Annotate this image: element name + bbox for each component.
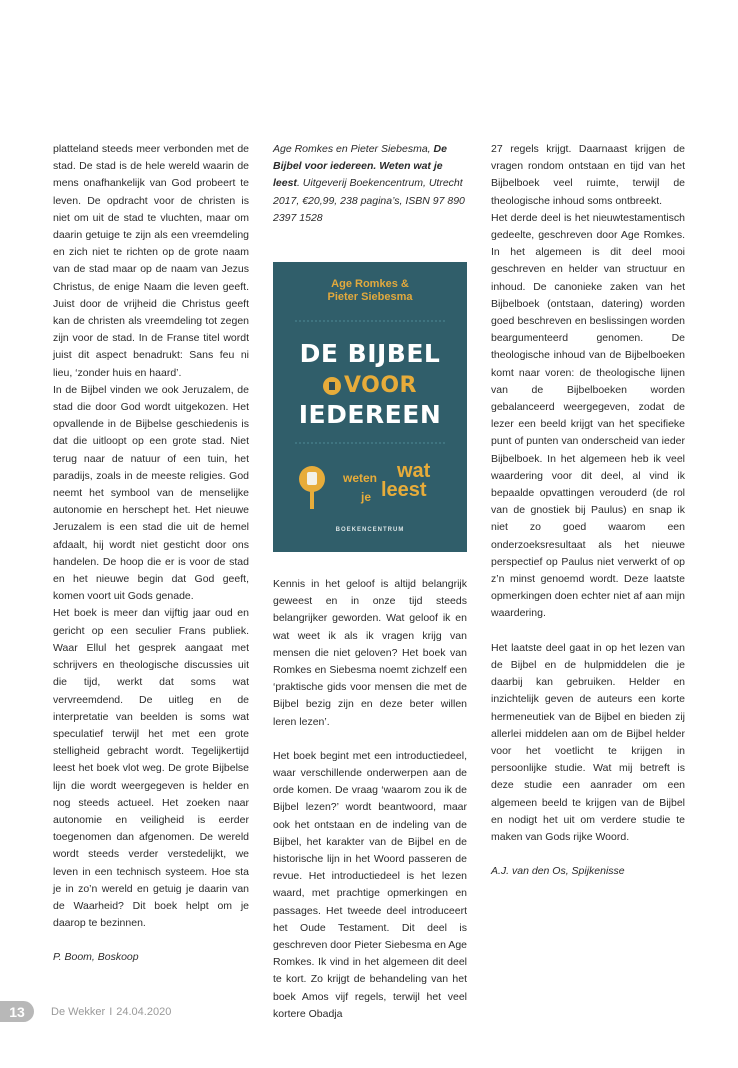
- paragraph: In de Bijbel vinden we ook Jeruzalem, de stad die door God wordt uitgekozen. Het opvallende in de Bijbelse geschiedenis is dat die uitloopt op een grote stad. Niet terug naar de natuur of een tuin, het paradijs, zoals in de meeste religies. God neemt het symbool van de menselijke autonomie en herschept het. Het nieuwe Jeruzalem is een stad die uit de hemel afdaalt, hij wordt niet gesticht door ons handelen. De hoop die er is voor de stad en het nieuwe begin dat God geeft, komen voort uit Gods genade.: [53, 383, 249, 603]
- footer-publication: De Wekker I 24.04.2020: [51, 1005, 172, 1018]
- cover-divider: [295, 320, 445, 322]
- cover-subtitle: je: [361, 490, 372, 505]
- paragraph: platteland steeds meer verbonden met de stad. De stad is de hele wereld waarin de mens onafhankelijk van God probeert te leven. De opdracht voor de christen is niet om uit de stad te vluchten, maar om daarin getuige te zijn als een vreemdeling en zich niet te richten op de grote naam van de stad maar op de naam van Jezus Christus, de enige Naam die leven geeft. Juist door de vrijheid die Christus geeft kan de christen als vreemdeling tot zegen zijn voor de stad. In de Franse titel wordt juist dit aspect benadrukt: Sans feu ni lieu, ‘zonder huis en haard’.: [53, 143, 249, 379]
- cover-publisher: BOEKENCENTRUM: [335, 526, 405, 533]
- cover-authors: Age Romkes & Pieter Siebesma: [327, 278, 413, 304]
- lantern-icon: [299, 466, 325, 492]
- column-right: [491, 141, 685, 880]
- book-cover-image: [273, 262, 467, 552]
- cover-title-line: DE BIJBEL: [299, 339, 441, 369]
- paragraph: Het derde deel is het nieuwtestamentisch gedeelte, geschreven door Age Romkes. In het algemeen is dit deel mooi geschreven en helder van structuur en inhoud. De canonieke zaken van het Bijbelboek (ontstaan, datering) worden goed beschreven en beslissingen worden beargumenteerd genomen. De theologische inhoud van de Bijbelboeken komt naar voren: de theologische lijnen van de Bijbelboeken worden gebalanceerd weergegeven, zodat de lezer een beeld krijgt van het specifieke punt of punten van onderscheid van ieder Bijbelboek. In het algemeen heb ik veel waardering voor dit deel, al vind ik bepaalde opvattingen verouderd (de rol van de gnostiek bij Paulus) en snap ik niet zo goed waarom een onderzoeksresultaat als het nieuwe perspectief op Paulus niet verwerkt of op z’n minst genoemd wordt. Deze laatste opmerkingen doen echter niet af aan mijn waardering.: [491, 211, 685, 620]
- cover-subtitle: wat: [397, 460, 431, 483]
- column-left: [53, 141, 249, 967]
- paragraph: Kennis in het geloof is altijd belangrijk geweest en in onze tijd steeds belangrijker geworden. Wat geloof ik en wat weet ik als ik vragen krijg van mensen die niet geloven? Het boek van Romkes en Siebesma noemt zichzelf een ‘praktische gids voor mensen die met de Bijbel bezig zijn en deze beter willen leren lezen’.: [273, 578, 467, 728]
- book-icon: [323, 377, 341, 395]
- cover-subtitle: weten: [343, 471, 378, 486]
- review-author: A.J. van den Os, Spijkenisse: [491, 865, 625, 878]
- cover-title-voor: VOOR: [273, 374, 467, 398]
- book-reference-authors: Age Romkes en Pieter Siebesma,: [273, 143, 434, 155]
- review-author: P. Boom, Boskoop: [53, 951, 139, 964]
- paragraph: Het boek is meer dan vijftig jaar oud en gericht op een seculier Frans publiek. Waar Ellul het gesprek aangaat met schrijvers en theologische discussies uit die tijd, werkt dat soms wat vervreemdend. De uitleg en de interpretatie van beelden is soms wat speculatief terwijl het met een grote stelligheid gebracht wordt. Tegelijkertijd leest het boek vlot weg. De grote Bijbelse lijn die wordt weergegeven is helder en nog steeds actueel. Het zoeken naar autonomie en veiligheid is eerder toegenomen dan afgenomen. De wereld wordt steeds verder verstedelijkt, we leven in een technisch systeem. Hoe sta je in zo’n wereld en getuig je daarin van de Waarheid? Dit boek helpt om je daarop te bezinnen.: [53, 607, 249, 930]
- paragraph: 27 regels krijgt. Daarnaast krijgen de vragen rondom ontstaan en tijd van het Bijbelboek veel ruimte, terwijl de theologische inhoud soms ontbreekt.: [491, 143, 685, 207]
- book-reference-title: De Bijbel voor iedereen. Weten wat je leest: [273, 143, 447, 190]
- paragraph: Het boek begint met een introductiedeel, waar verschillende onderwerpen aan de orde komen. De vraag ‘waarom zou ik de Bijbel lezen?’ wordt beantwoord, maar ook het ontstaan en de indeling van de Bijbel, het karakter van de Bijbel en de historische lijn in het Woord passeren de revue. Het introductiedeel is het lezen waard, met prachtige opmerkingen en passages. Het tweede deel introduceert het Oude Testament. Dit deel is geschreven door Pieter Siebesma en Age Romkes. Ik vind in het algemeen dit deel te kort. Zo krijgt de behandeling van het boek Amos vijf regels, terwijl het veel kortere Obadja: [273, 749, 467, 1020]
- page-number: 13: [0, 1001, 34, 1022]
- cover-divider: [295, 442, 445, 444]
- column-middle: [273, 141, 467, 1023]
- book-reference: [273, 141, 467, 227]
- cover-title-line: IEDEREEN: [298, 400, 442, 430]
- book-reference-details: . Uitgeverij Boekencentrum, Utrecht 2017, €20,99, 238 pagina’s, ISBN 97 890 2397 1528: [273, 177, 465, 224]
- page-footer: [0, 1001, 171, 1022]
- paragraph: Het laatste deel gaat in op het lezen van de Bijbel en de hulpmiddelen die je daarbij kan gebruiken. Helder en inzichtelijk geven de auteurs een korte hermeneutiek van de Bijbel en bieden zij allerlei middelen aan om de Bijbel helder voor het voetlicht te krijgen in persoonlijke studie. Wat mij betreft is deze studie een aanrader om een algemeen beeld te krijgen van de Bijbel en nodigt het uit om verdere studie te maken van Gods rijke Woord.: [491, 641, 685, 843]
- cover-subtitle: leest: [381, 479, 427, 502]
